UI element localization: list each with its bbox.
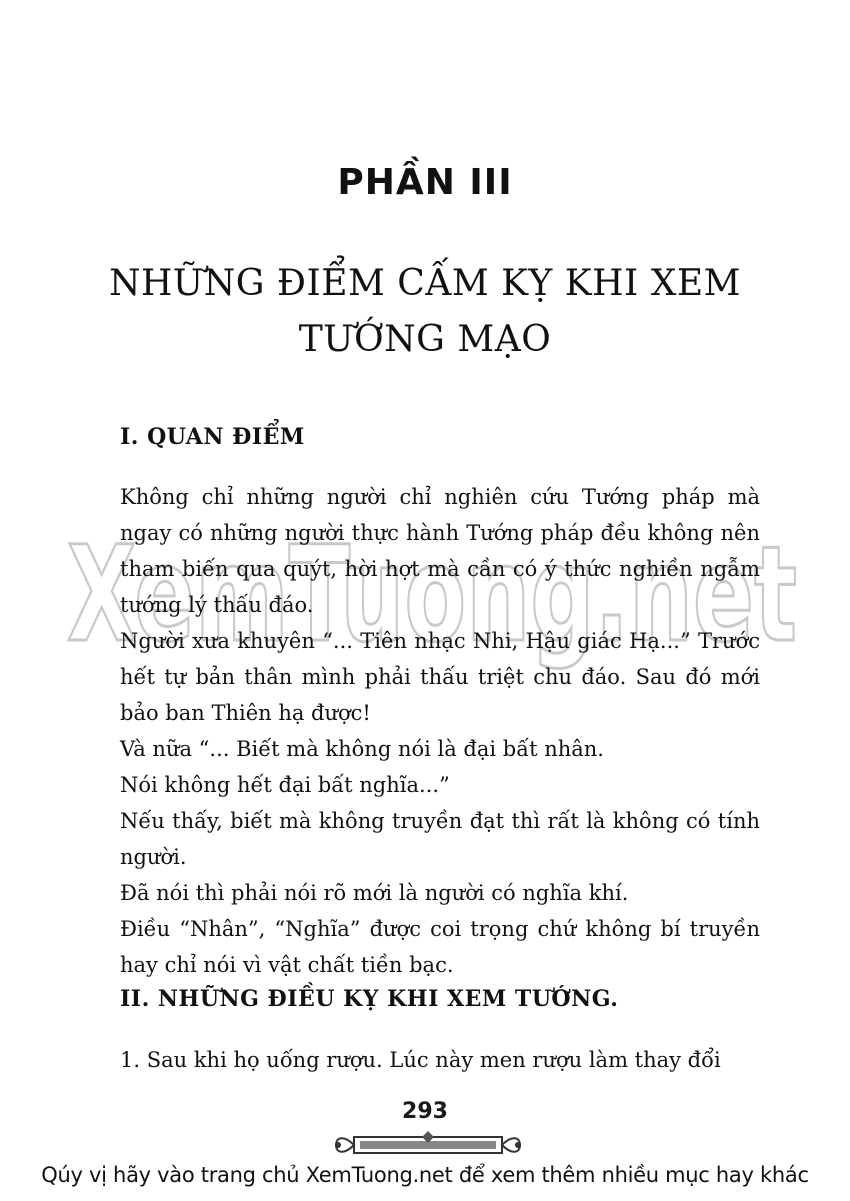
footer-note: Qúy vị hãy vào trang chủ XemTuong.net để xem thêm nhiều mục hay khác <box>41 1163 809 1187</box>
chapter-title <box>0 256 850 368</box>
section-heading-2: II. NHỮNG ĐIỀU KỴ KHI XEM TƯỚNG. <box>120 986 619 1012</box>
paragraph: Người xưa khuyên “... Tiên nhạc Nhi, Hậu giác Hạ...” Trước hết tự bản thân mình phải thấu triệt chu đáo. Sau đó mới bảo ban Thiên hạ được! <box>120 629 760 725</box>
section-2-body <box>120 1042 760 1078</box>
page-number: 293 <box>402 1099 448 1124</box>
chapter-title-line-2: TƯỚNG MẠO <box>298 319 552 360</box>
paragraph: Đã nói thì phải nói rõ mới là người có nghĩa khí. <box>120 881 629 905</box>
part-title: PHẦN III <box>337 162 513 203</box>
ornament-divider <box>330 1127 526 1163</box>
section-heading-1: I. QUAN ĐIỂM <box>120 424 305 450</box>
paragraph: Điều “Nhân”, “Nghĩa” được coi trọng chứ không bí truyền hay chỉ nói vì vật chất tiền bạc. <box>120 917 760 977</box>
paragraph: Nếu thấy, biết mà không truyền đạt thì rất là không có tính người. <box>120 809 760 869</box>
section-1-body <box>120 479 760 983</box>
paragraph: 1. Sau khi họ uống rượu. Lúc này men rượu làm thay đổi <box>120 1048 721 1072</box>
chapter-title-line-1: NHỮNG ĐIỂM CẤM KỴ KHI XEM <box>109 263 741 304</box>
paragraph: Và nữa “... Biết mà không nói là đại bất nhân. <box>120 737 604 761</box>
paragraph: Nói không hết đại bất nghĩa...” <box>120 773 450 797</box>
watermark-text: XemTuong.net <box>67 520 797 670</box>
paragraph: Không chỉ những người chỉ nghiên cứu Tướng pháp mà ngay có những người thực hành Tướng pháp đều không nên tham biến qua quýt, hời hợt mà cần có ý thức nghiền ngẫm tướng lý thấu đáo. <box>120 485 760 617</box>
